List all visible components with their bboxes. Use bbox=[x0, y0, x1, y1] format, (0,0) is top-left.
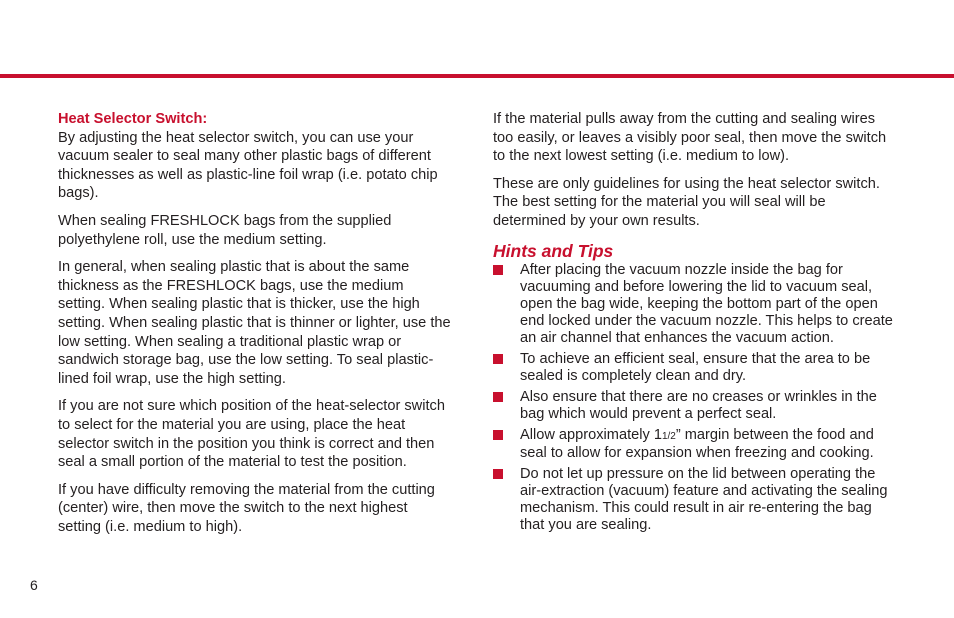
square-bullet-icon bbox=[493, 430, 503, 440]
tip-text bbox=[520, 427, 874, 461]
tip-text: After placing the vacuum nozzle inside the bag for vacuuming and before lowering the lid to vacuum seal, open the bag wide, keeping the bottom part of the open end locked under the vacuum nozzle. This helps to create an air channel that enhances the vacuum action. bbox=[520, 261, 893, 346]
tip-item bbox=[493, 389, 895, 423]
left-column bbox=[58, 110, 453, 545]
heat-selector-heading: Heat Selector Switch: bbox=[58, 111, 208, 127]
left-paragraph: When sealing FRESHLOCK bags from the supplied polyethylene roll, use the medium setting. bbox=[58, 212, 392, 248]
right-paragraph: These are only guidelines for using the heat selector switch. The best setting for the material you will seal will be determined by your own results. bbox=[493, 175, 880, 229]
tip-item bbox=[493, 351, 895, 385]
right-column bbox=[493, 110, 895, 538]
tip-item bbox=[493, 427, 895, 462]
left-paragraph: If you are not sure which position of the heat-selector switch to select for the material you are using, place the heat selector switch in the position you think is correct and then seal a small portion of the material to test the position. bbox=[58, 398, 445, 471]
fraction: 1/2 bbox=[661, 430, 676, 442]
square-bullet-icon bbox=[493, 265, 503, 275]
hints-and-tips-heading: Hints and Tips bbox=[493, 240, 614, 261]
left-paragraph: By adjusting the heat selector switch, you can use your vacuum sealer to seal many other plastic bags of different thicknesses as well as plastic-line foil wrap (i.e. potato chip bags). bbox=[58, 129, 438, 202]
tip-item bbox=[493, 466, 895, 534]
tip-item bbox=[493, 262, 895, 347]
square-bullet-icon bbox=[493, 354, 503, 364]
right-paragraph: If the material pulls away from the cutting and sealing wires too easily, or leaves a visibly poor seal, then move the switch to the next lowest setting (i.e. medium to low). bbox=[493, 111, 887, 165]
tip-text-start: Allow approximately 1 bbox=[520, 426, 662, 443]
header-rule bbox=[0, 74, 954, 78]
tip-text-end: ” margin between the food and seal to allow for expansion when freezing and cooking. bbox=[520, 426, 874, 461]
left-paragraph: If you have difficulty removing the material from the cutting (center) wire, then move the switch to the next highest setting (i.e. medium to high). bbox=[58, 481, 435, 535]
tip-text: Also ensure that there are no creases or wrinkles in the bag which would prevent a perfect seal. bbox=[520, 388, 877, 422]
left-paragraph: In general, when sealing plastic that is about the same thickness as the FRESHLOCK bags, use the medium setting. When sealing plastic that is thicker, use the high setting. When sealing plastic that is thinner or lighter, use the low setting. When sealing a traditional plastic wrap or sandwich storage bag, use the low setting. To seal plastic-lined foil wrap, use the high setting. bbox=[58, 259, 451, 387]
tip-text: Do not let up pressure on the lid between operating the air-extraction (vacuum) feature and activating the sealing mechanism. This could result in air re-entering the bag that you are sealing. bbox=[520, 465, 888, 533]
tip-text: To achieve an efficient seal, ensure that the area to be sealed is completely clean and dry. bbox=[520, 350, 871, 384]
square-bullet-icon bbox=[493, 392, 503, 402]
square-bullet-icon bbox=[493, 469, 503, 479]
tips-list bbox=[493, 262, 895, 534]
page-number: 6 bbox=[30, 577, 38, 593]
